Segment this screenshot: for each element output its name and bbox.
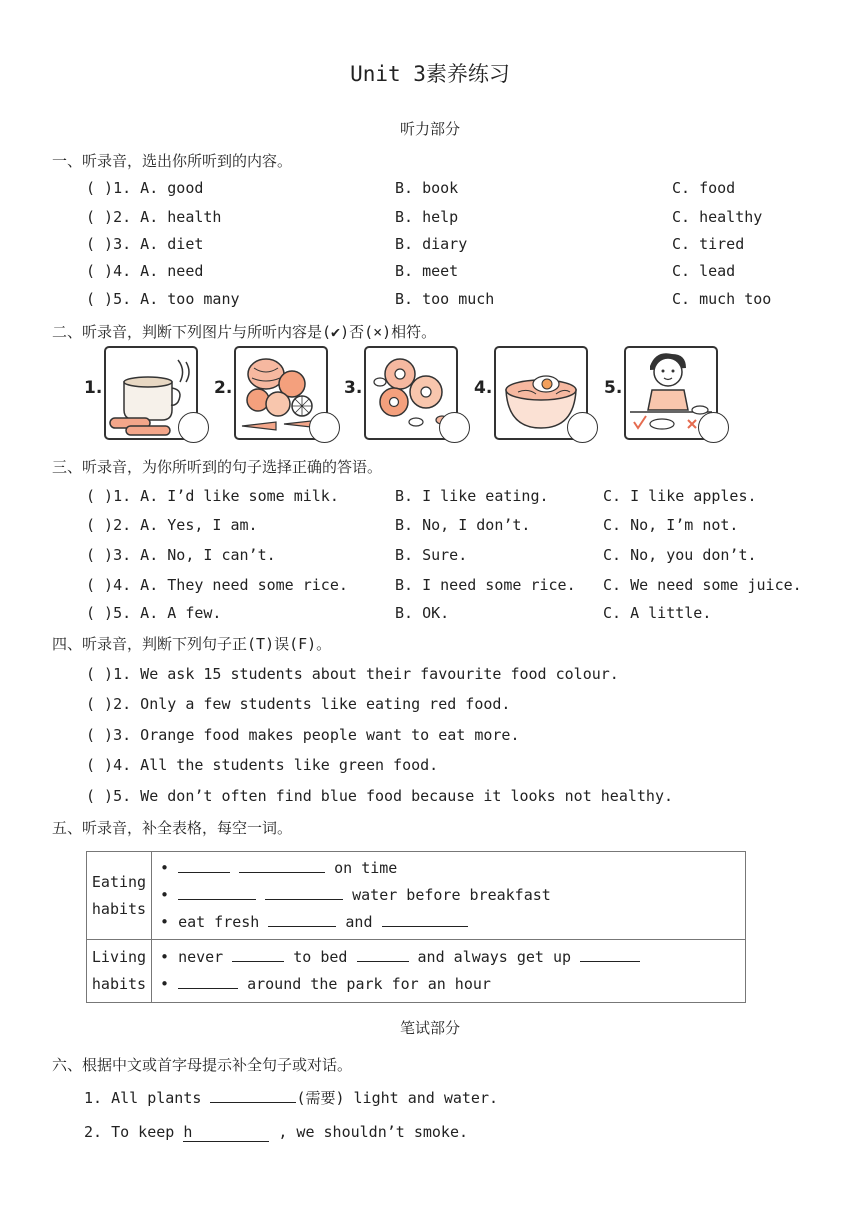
living-item-1-text-c: and always get up	[417, 948, 572, 966]
question-option-a: ( )1. A. good	[86, 179, 204, 197]
answer-circle[interactable]	[567, 412, 598, 443]
tf-statement: ( )3. Orange food makes people want to eat more.	[86, 726, 520, 744]
tf-statement: ( )2. Only a few students like eating red food.	[86, 695, 511, 713]
section-5-heading: 五、听录音，补全表格，每空一词。	[52, 819, 293, 837]
fill-blank[interactable]	[357, 947, 409, 962]
tf-statement: ( )5. We don’t often find blue food because it looks not healthy.	[86, 787, 673, 805]
question-option-c: C. A little.	[603, 604, 712, 622]
writing-section-header: 笔试部分	[399, 1019, 460, 1037]
question-option-c: C. I like apples.	[603, 487, 757, 505]
question-option-c: C. No, you don’t.	[603, 546, 757, 564]
section-1-heading: 一、听录音，选出你所听到的内容。	[52, 152, 293, 170]
question-option-b: B. Sure.	[395, 546, 468, 564]
tf-statement: ( )4. All the students like green food.	[86, 756, 439, 774]
question-option-c: C. much too	[672, 290, 772, 308]
fill-blank[interactable]	[382, 912, 468, 927]
question-option-c: C. tired	[672, 235, 745, 253]
question-6-2-text-a: 2. To keep	[84, 1123, 175, 1141]
picture-number: 5.	[604, 378, 623, 398]
eating-item-3-text-a: eat fresh	[178, 913, 260, 931]
listening-section-header: 听力部分	[399, 120, 460, 138]
picture-number: 1.	[84, 378, 103, 398]
eating-habits-row	[87, 852, 746, 940]
living-item-2-text: around the park for an hour	[247, 975, 491, 993]
answer-circle[interactable]	[698, 412, 729, 443]
question-option-b: B. OK.	[395, 604, 450, 622]
eating-item-1: • on time	[160, 859, 398, 877]
question-option-c: C. healthy	[672, 208, 763, 226]
question-option-a: ( )2. A. health	[86, 208, 222, 226]
answer-circle[interactable]	[439, 412, 470, 443]
living-label-line-1: Living	[91, 948, 147, 966]
eating-habits-label	[87, 852, 152, 940]
question-6-1	[84, 1087, 498, 1108]
question-option-b: B. meet	[395, 262, 459, 280]
section-4-heading: 四、听录音，判断下列句子正(T)误(F)。	[52, 635, 332, 653]
eating-label-line-1: Eating	[91, 872, 147, 891]
question-option-a: ( )4. A. They need some rice.	[86, 576, 348, 594]
question-option-c: C. food	[672, 179, 736, 197]
question-option-b: B. too much	[395, 290, 495, 308]
question-option-a: ( )5. A. A few.	[86, 604, 222, 622]
living-item-1-text-b: to bed	[293, 948, 348, 966]
fill-blank[interactable]	[239, 858, 325, 873]
question-option-a: ( )1. A. I’d like some milk.	[86, 487, 339, 505]
question-option-a: ( )3. A. No, I can’t.	[86, 546, 276, 564]
eating-label-line-2: habits	[91, 899, 147, 918]
page-title: Unit 3素养练习	[350, 62, 510, 86]
picture-number: 2.	[214, 378, 233, 398]
habits-table	[86, 851, 746, 1003]
living-habits-label	[87, 940, 152, 1003]
question-option-c: C. No, I’m not.	[603, 516, 739, 534]
living-item-2: • around the park for an hour	[160, 975, 491, 993]
fill-blank[interactable]	[268, 912, 336, 927]
fill-blank-with-hint[interactable]	[183, 1123, 269, 1142]
question-option-b: B. I need some rice.	[395, 576, 576, 594]
living-habits-content	[152, 940, 746, 1003]
question-option-b: B. I like eating.	[395, 487, 549, 505]
fill-blank[interactable]	[580, 947, 640, 962]
eating-item-3-text-b: and	[345, 913, 373, 931]
question-6-1-text-a: 1. All plants	[84, 1089, 202, 1107]
section-6-heading: 六、根据中文或首字母提示补全句子或对话。	[52, 1056, 353, 1074]
question-option-c: C. We need some juice.	[603, 576, 802, 594]
answer-circle[interactable]	[309, 412, 340, 443]
question-option-b: B. diary	[395, 235, 468, 253]
section-2-heading: 二、听录音，判断下列图片与所听内容是(✔)否(×)相符。	[52, 323, 437, 341]
fill-blank[interactable]	[210, 1088, 296, 1103]
picture-number: 3.	[344, 378, 363, 398]
question-6-2	[84, 1123, 468, 1142]
question-option-b: B. book	[395, 179, 459, 197]
living-item-1-text-a: never	[178, 948, 224, 966]
picture-number: 4.	[474, 378, 493, 398]
fill-blank[interactable]	[178, 885, 256, 900]
tf-statement: ( )1. We ask 15 students about their favourite food colour.	[86, 665, 619, 683]
question-option-b: B. No, I don’t.	[395, 516, 531, 534]
living-label-line-2: habits	[91, 975, 147, 993]
fill-blank[interactable]	[178, 858, 230, 873]
eating-item-2-text: water before breakfast	[352, 886, 551, 904]
section-3-heading: 三、听录音，为你所听到的句子选择正确的答语。	[52, 458, 383, 476]
living-habits-row	[87, 940, 746, 1003]
eating-item-2: • water before breakfast	[160, 886, 551, 904]
question-option-a: ( )2. A. Yes, I am.	[86, 516, 258, 534]
answer-circle[interactable]	[178, 412, 209, 443]
question-option-b: B. help	[395, 208, 459, 226]
question-6-2-text-b: , we shouldn’t smoke.	[278, 1123, 469, 1141]
fill-blank[interactable]	[178, 974, 238, 989]
eating-item-1-text: on time	[334, 859, 398, 877]
fill-blank[interactable]	[232, 947, 284, 962]
eating-item-3: • eat fresh and	[160, 909, 745, 936]
question-option-a: ( )4. A. need	[86, 262, 204, 280]
fill-blank[interactable]	[265, 885, 343, 900]
question-option-c: C. lead	[672, 262, 736, 280]
hint-letter: h	[183, 1123, 193, 1141]
question-option-a: ( )3. A. diet	[86, 235, 204, 253]
eating-habits-content	[152, 852, 746, 940]
question-6-1-text-b: (需要) light and water.	[296, 1089, 499, 1107]
question-option-a: ( )5. A. too many	[86, 290, 240, 308]
living-item-1: • never to bed and always get up	[160, 944, 745, 971]
